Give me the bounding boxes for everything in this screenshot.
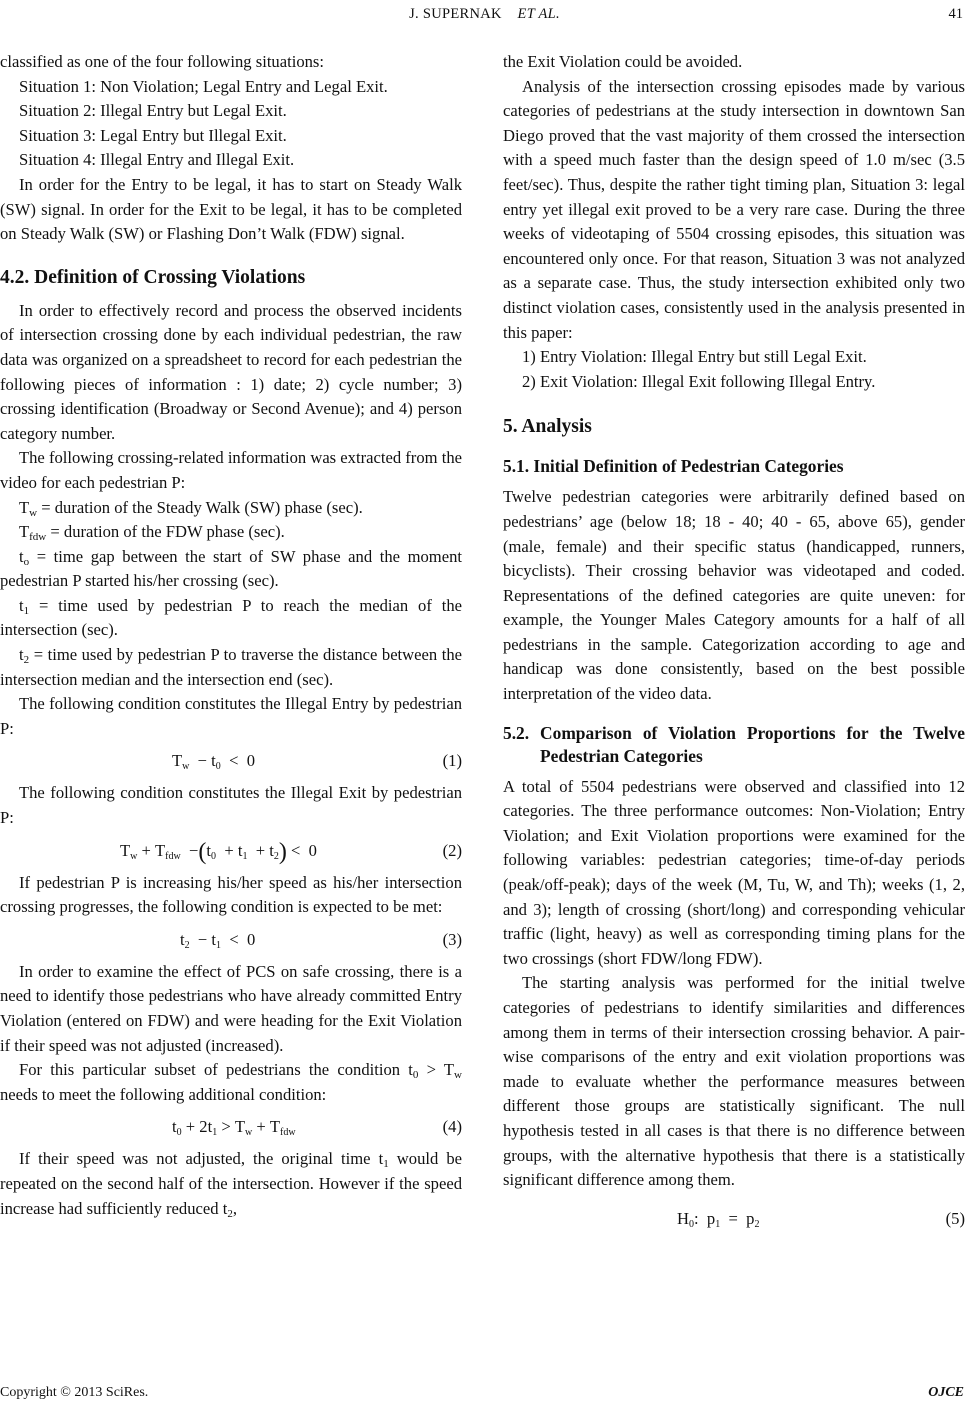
paragraph: The following condition constitutes the Illegal Exit by pedestrian P: <box>0 783 462 828</box>
copyright-notice: Copyright © 2013 SciRes. <box>0 1385 149 1400</box>
journal-name: OJCE <box>928 1385 964 1400</box>
right-column <box>503 50 965 1239</box>
section-heading: 5. Analysis <box>503 416 592 438</box>
paragraph: In order for the Entry to be legal, it has to start on Steady Walk (SW) signal. In order for the Exit to be legal, it has to be completed on Steady Walk (SW) or Flashing Don’t Walk (FDW) signal. <box>0 174 462 244</box>
situation-item: Situation 1: Non Violation; Legal Entry and Legal Exit. <box>19 76 388 96</box>
paragraph: In order to effectively record and process the observed incidents of intersection crossing done by each individual pedestrian, the raw data was organized on a spreadsheet to record for each pedestrian the following pieces of information : 1) date; 2) cycle number; 3) crossing identification (Broadway or Second Avenue); and 4) person category number. <box>0 300 462 443</box>
left-column <box>0 50 462 1221</box>
running-title: J. SUPERNAK ET AL. <box>409 6 560 22</box>
equation-2 <box>0 831 462 871</box>
equation-3 <box>0 920 462 960</box>
paragraph: If pedestrian P is increasing his/her speed as his/her intersection crossing progresses, the following condition is expected to be met: <box>0 872 462 917</box>
subsection-heading: 5.1. Initial Definition of Pedestrian Categories <box>503 456 844 477</box>
equation-number: (1) <box>442 751 462 771</box>
equation-expression: $H_0$: $p_1 = p_2$ <box>677 1208 760 1230</box>
equation-1 <box>0 741 462 781</box>
definition-to: $t_o$ = time gap between the start of SW phase and the moment pedestrian P started his/her crossing (sec). <box>0 546 462 591</box>
definition-tfdw: $T_{fdw}$ = duration of the FDW phase (sec). <box>19 522 285 544</box>
definition-tw: $T_w$ = duration of the Steady Walk (SW) phase (sec). <box>19 497 363 519</box>
equation-number: (4) <box>442 1117 462 1137</box>
equation-number: (5) <box>945 1208 965 1228</box>
paragraph: For this particular subset of pedestrians the condition $t_0 > T_w$ needs to meet the following additional condition: <box>0 1060 462 1104</box>
paragraph: The following crossing-related information was extracted from the video for each pedestrian P: <box>0 448 462 492</box>
equation-4 <box>0 1107 462 1147</box>
paragraph: If their speed was not adjusted, the original time $t_1$ would be repeated on the second half of the intersection. However if the speed increase had sufficiently reduced $t_2$, <box>0 1149 463 1220</box>
paragraph: In order to examine the effect of PCS on safe crossing, there is a need to identify those pedestrians who have already committed Entry Violation (entered on FDW) and were heading for the Exit Violation if their speed was not adjusted (increased). <box>0 961 462 1055</box>
subsection-heading: 5.2. Comparison of Violation Proportions for the Twelve Pedestrian Categories <box>503 722 965 766</box>
definition-t1: $t_1$ = time used by pedestrian P to reach the median of the intersection (sec). <box>0 595 462 640</box>
paragraph: The following condition constitutes the Illegal Entry by pedestrian P: <box>0 694 462 738</box>
paragraph: A total of 5504 pedestrians were observed and classified into 12 categories. The three performance outcomes: Non-Violation; Entry Violation; and Exit Violation proportions were examined for the following variables: pedestrian categories; time-of-day periods (peak/off-peak); days of the week (M, Tu, W, and Th); weeks (1, 2, and 3); length of crossing (short/long) and corresponding vehicular traffic (light, heavy) as well as corresponding timing plans for the two crossings (short FDW/long FDW). <box>503 776 965 968</box>
paragraph: classified as one of the four following situations: <box>0 52 324 71</box>
equation-expression: $T_w - t_0 < 0$ <box>172 751 256 773</box>
equation-number: (3) <box>442 929 462 949</box>
paragraph: the Exit Violation could be avoided. <box>503 52 743 71</box>
equation-expression: $t_0 + 2t_1 > T_w + T_{fdw}$ <box>172 1117 296 1139</box>
paragraph: The starting analysis was performed for the initial twelve categories of pedestrians to identify similarities and differences among them in terms of their intersection crossing behavior. A pair-wise comparisons of the entry and exit violation proportions was made to evaluate whether the performance measures between different those groups are statistically significant. The null hypothesis tested in all cases is that there is no difference between groups, with the alternative hypothesis that there is a statistically significant difference among them. <box>503 973 965 1190</box>
situation-item: Situation 3: Legal Entry but Illegal Exit. <box>19 125 287 145</box>
situation-item: Situation 4: Illegal Entry and Illegal Exit. <box>19 150 295 170</box>
violation-item: 2) Exit Violation: Illegal Exit following Illegal Entry. <box>522 371 876 391</box>
running-header <box>0 4 969 24</box>
equation-expression: $T_w + T_{fdw} -(t_0 + t_1 + t_2) < 0$ <box>120 838 317 865</box>
definition-t2: $t_2$ = time used by pedestrian P to traverse the distance between the intersection median and the intersection end (sec). <box>0 645 462 689</box>
paragraph: Twelve pedestrian categories were arbitrarily defined based on pedestrians’ age (below 18; 18 - 40; 40 - 65, above 65), gender (male, female) and their specific status (handicapped, runners, bicyclists). Their crossing behavior was videotaped and coded. Representations of the defined categories are quite uneven: for example, the Younger Males Category amounts for a half of all pedestrians in the sample. Categorization according to age and handicap was done consistently, based on the best possible interpretation of the video data. <box>503 487 965 704</box>
situation-item: Situation 2: Illegal Entry but Legal Exit. <box>19 101 287 121</box>
equation-5 <box>503 1199 965 1239</box>
paragraph: Analysis of the intersection crossing episodes made by various categories of pedestrians at the study intersection in downtown San Diego proved that the vast majority of them crossed the intersection with a speed much faster than the design speed of 1.0 m/sec (3.5 feet/sec). Thus, despite the rather tight timing plan, Situation 3: legal entry yet illegal exit proved to be a very rare case. During the three weeks of videotaping of 5504 crossing episodes, this situation was encountered only once. For that reason, Situation 3 was not analyzed as a separate case. Thus, the study intersection exhibited only two distinct violation cases, consistently used in the analysis presented in this paper: <box>503 76 965 342</box>
equation-number: (2) <box>442 840 462 860</box>
page-number: 41 <box>948 6 963 22</box>
equation-expression: $t_2 - t_1 < 0$ <box>180 929 256 951</box>
violation-item: 1) Entry Violation: Illegal Entry but still Legal Exit. <box>522 347 867 367</box>
section-heading: 4.2. Definition of Crossing Violations <box>0 266 306 288</box>
